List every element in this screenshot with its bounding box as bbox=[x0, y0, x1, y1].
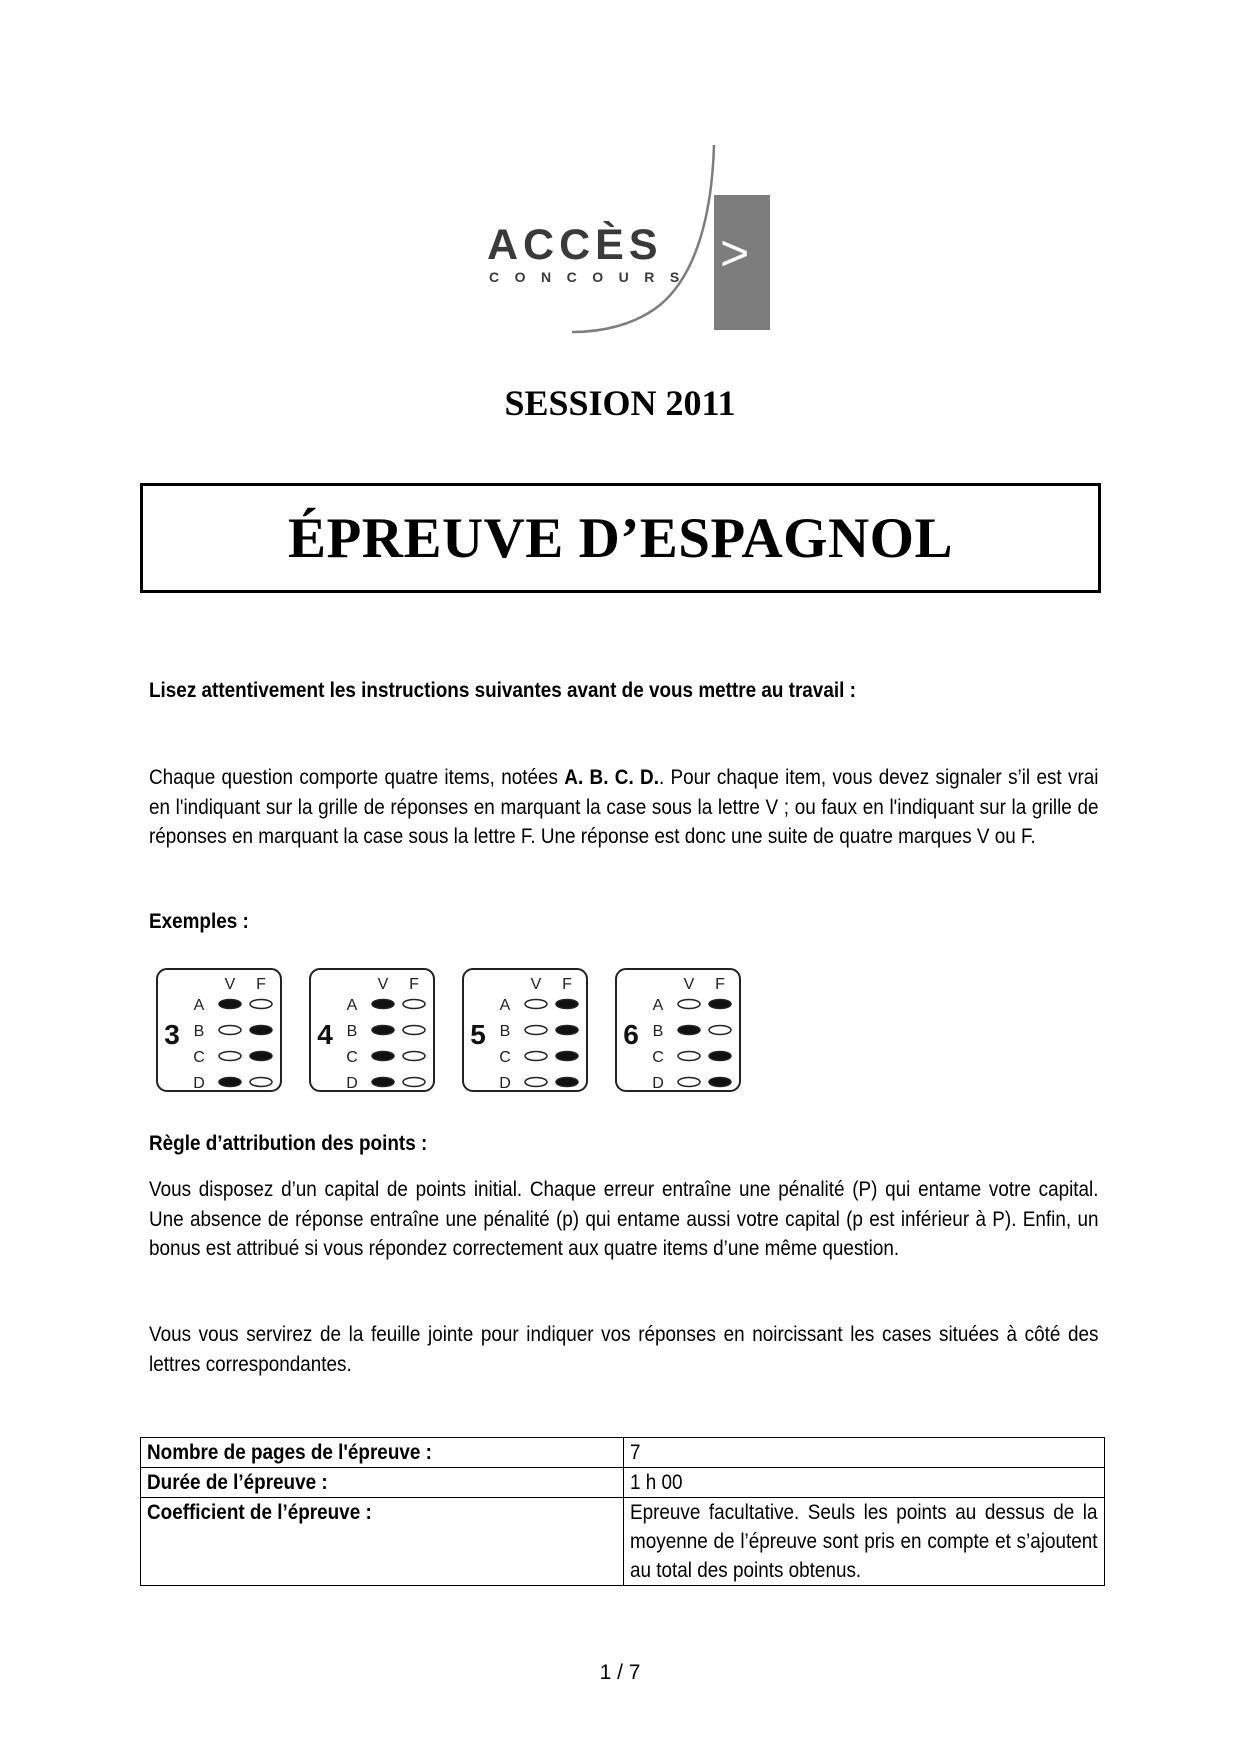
examples-cards bbox=[155, 967, 745, 1097]
example-empty-bubble bbox=[709, 1026, 731, 1035]
example-column-label: F bbox=[256, 976, 266, 993]
example-filled-bubble bbox=[250, 1026, 272, 1035]
example-row-label: C bbox=[499, 1049, 511, 1066]
example-column-label: F bbox=[409, 976, 419, 993]
session-title: SESSION 2011 bbox=[504, 383, 736, 423]
example-filled-bubble bbox=[709, 1078, 731, 1087]
example-column-label: F bbox=[715, 976, 725, 993]
acces-concours-logo bbox=[470, 145, 770, 335]
example-filled-bubble bbox=[556, 1078, 578, 1087]
example-column-label: V bbox=[377, 976, 389, 993]
exam-info-table bbox=[140, 1437, 1105, 1586]
example-question-number: 3 bbox=[164, 1019, 180, 1050]
example-row-label: C bbox=[193, 1049, 205, 1066]
examples-figure bbox=[155, 967, 745, 1097]
example-filled-bubble bbox=[556, 1052, 578, 1061]
example-filled-bubble bbox=[709, 1052, 731, 1061]
example-row-label: A bbox=[193, 997, 205, 1014]
example-row-label: C bbox=[652, 1049, 664, 1066]
example-question-number: 5 bbox=[470, 1019, 486, 1050]
example-card bbox=[463, 969, 587, 1092]
rules-heading: Règle d’attribution des points : bbox=[149, 1132, 428, 1155]
example-row-label: A bbox=[346, 997, 358, 1014]
example-empty-bubble bbox=[525, 1026, 547, 1035]
example-row-label: A bbox=[652, 997, 664, 1014]
example-filled-bubble bbox=[678, 1026, 700, 1035]
example-row-label: D bbox=[499, 1075, 511, 1092]
example-column-label: V bbox=[530, 976, 542, 993]
table-label-cell bbox=[141, 1498, 624, 1586]
example-empty-bubble bbox=[403, 1052, 425, 1061]
table-value-cell bbox=[624, 1498, 1105, 1586]
example-row-label: D bbox=[346, 1075, 358, 1092]
example-empty-bubble bbox=[403, 1000, 425, 1009]
example-question-number: 6 bbox=[623, 1019, 639, 1050]
example-row-label: A bbox=[499, 997, 511, 1014]
example-empty-bubble bbox=[525, 1052, 547, 1061]
example-filled-bubble bbox=[556, 1026, 578, 1035]
table-value-cell bbox=[624, 1468, 1105, 1498]
example-filled-bubble bbox=[709, 1000, 731, 1009]
example-row-label: D bbox=[193, 1075, 205, 1092]
example-row-label: B bbox=[193, 1023, 205, 1040]
table-row bbox=[141, 1498, 1105, 1586]
logo-graphic bbox=[470, 145, 770, 335]
example-filled-bubble bbox=[372, 1026, 394, 1035]
example-column-label: V bbox=[683, 976, 695, 993]
example-empty-bubble bbox=[250, 1078, 272, 1087]
example-filled-bubble bbox=[219, 1078, 241, 1087]
example-card bbox=[157, 969, 281, 1092]
example-filled-bubble bbox=[219, 1000, 241, 1009]
pages-value: 7 bbox=[630, 1441, 641, 1464]
example-filled-bubble bbox=[250, 1052, 272, 1061]
example-row-label: B bbox=[499, 1023, 511, 1040]
examples-heading: Exemples : bbox=[149, 910, 249, 933]
example-card bbox=[616, 969, 740, 1092]
instructions-before: Chaque question comporte quatre items, notées bbox=[149, 766, 565, 789]
example-column-label: V bbox=[224, 976, 236, 993]
example-row-label: C bbox=[346, 1049, 358, 1066]
logo-arrow: > bbox=[720, 225, 750, 281]
example-empty-bubble bbox=[403, 1078, 425, 1087]
example-filled-bubble bbox=[372, 1078, 394, 1087]
title-box bbox=[140, 483, 1101, 593]
example-empty-bubble bbox=[250, 1000, 272, 1009]
example-card bbox=[310, 969, 434, 1092]
table-row bbox=[141, 1438, 1105, 1468]
example-empty-bubble bbox=[219, 1052, 241, 1061]
example-filled-bubble bbox=[372, 1000, 394, 1009]
logo-title: ACCÈS bbox=[487, 221, 663, 269]
instructions-letters: A. B. C. D. bbox=[564, 766, 659, 789]
example-filled-bubble bbox=[556, 1000, 578, 1009]
example-empty-bubble bbox=[525, 1000, 547, 1009]
table-row bbox=[141, 1468, 1105, 1498]
example-column-label: F bbox=[562, 976, 572, 993]
page-number: 1 / 7 bbox=[599, 1661, 641, 1684]
example-row-label: D bbox=[652, 1075, 664, 1092]
table-value-cell bbox=[624, 1438, 1105, 1468]
instructions-after: . Pour chaque item, vous devez signaler s’il est vrai en l'indiquant sur la grille de réponses en marquant la case sous la lettre V ; ou faux en l'indiquant sur la grille de réponses en marquant la case sous la lettre F. Une réponse est donc une suite de quatre marques V ou F. bbox=[149, 766, 1099, 848]
example-empty-bubble bbox=[403, 1026, 425, 1035]
instructions-paragraph bbox=[149, 763, 1099, 852]
example-question-number: 4 bbox=[317, 1019, 333, 1050]
example-empty-bubble bbox=[525, 1078, 547, 1087]
example-filled-bubble bbox=[372, 1052, 394, 1061]
example-row-label: B bbox=[346, 1023, 358, 1040]
example-empty-bubble bbox=[678, 1052, 700, 1061]
rules-paragraph: Vous disposez d’un capital de points initial. Chaque erreur entraîne une pénalité (P) qui entame votre capital. Une absence de réponse entraîne une pénalité (p) qui entame aussi votre capital (p est inférieur à P). Enfin, un bonus est attribué si vous répondez correctement aux quatre items d’une même question. bbox=[149, 1178, 1099, 1260]
example-empty-bubble bbox=[678, 1078, 700, 1087]
coefficient-value: Epreuve facultative. Seuls les points au dessus de la moyenne de l’épreuve sont pris en compte et s’ajoutent au total des points obtenus. bbox=[630, 1501, 1098, 1582]
table-label-cell bbox=[141, 1438, 624, 1468]
example-empty-bubble bbox=[678, 1000, 700, 1009]
example-empty-bubble bbox=[219, 1026, 241, 1035]
coefficient-label: Coefficient de l’épreuve : bbox=[147, 1501, 372, 1524]
pages-label: Nombre de pages de l'épreuve : bbox=[147, 1441, 432, 1464]
table-label-cell bbox=[141, 1468, 624, 1498]
duration-label: Durée de l’épreuve : bbox=[147, 1471, 328, 1494]
sheet-paragraph: Vous vous servirez de la feuille jointe pour indiquer vos réponses en noircissant les cases situées à côté des lettres correspondantes. bbox=[149, 1323, 1099, 1376]
example-row-label: B bbox=[652, 1023, 664, 1040]
exam-title: ÉPREUVE D’ESPAGNOL bbox=[287, 506, 954, 570]
logo-subtitle: CONCOURS bbox=[489, 269, 695, 285]
duration-value: 1 h 00 bbox=[630, 1471, 683, 1494]
intro-heading: Lisez attentivement les instructions suivantes avant de vous mettre au travail : bbox=[149, 679, 856, 702]
